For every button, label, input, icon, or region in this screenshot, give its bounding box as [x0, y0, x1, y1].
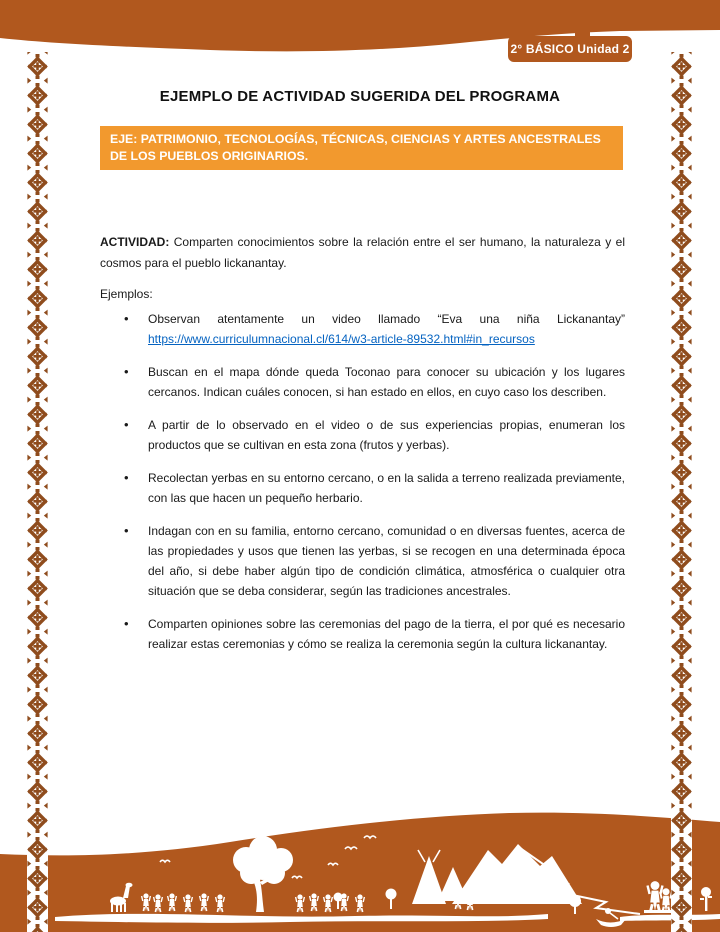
page-title: EJEMPLO DE ACTIVIDAD SUGERIDA DEL PROGRAMA: [159, 88, 561, 105]
example-item-text: Buscan en el mapa dónde queda Toconao para conocer su ubicación y los lugares cercanos. Indican cuáles conocen, si han estado en ellos, en cuyo caso los describen.: [148, 365, 625, 399]
example-item: [100, 614, 625, 654]
eje-banner: EJE: PATRIMONIO, TECNOLOGÍAS, TÉCNICAS, CIENCIAS Y ARTES ANCESTRALES DE LOS PUEBLOS ORIGINARIOS.: [100, 126, 623, 170]
activity-label: ACTIVIDAD:: [100, 235, 170, 249]
example-item-text: Indagan con en su familia, entorno cercano, comunidad o en diversas fuentes, acerca de las propiedades y usos que tienen las yerbas, si se recogen en una determinada época del año, si debe haber algún tipo de condición climática, atmosférica o cualquier otra situación que se deba considerar, según las tradiciones ancestrales.: [148, 524, 625, 598]
bottom-illustration: [0, 780, 720, 932]
example-item: [100, 309, 625, 349]
example-item-text: Comparten opiniones sobre las ceremonias del pago de la tierra, el por qué es necesario realizar estas ceremonias y cómo se realiza la ceremonia según la cultura lickanantay.: [148, 617, 625, 651]
unit-badge: [508, 36, 632, 62]
example-item: [100, 415, 625, 455]
example-item-text: Observan atentamente un video llamado “Eva una niña Lickanantay”: [148, 312, 625, 326]
unit-badge-label: 2° BÁSICO Unidad 2: [510, 42, 630, 56]
example-item: [100, 362, 625, 402]
example-item: [100, 521, 625, 601]
example-item-text: A partir de lo observado en el video o de sus experiencias propias, enumeran los productos que se cultivan en esta zona (frutos y yerbas).: [148, 418, 625, 452]
example-item: [100, 468, 625, 508]
right-border-pattern: [671, 52, 692, 932]
curriculum-link[interactable]: https://www.curriculumnacional.cl/614/w3-article-89532.html#in_recursos: [148, 332, 535, 346]
activity-text: Comparten conocimientos sobre la relación entre el ser humano, la naturaleza y el cosmos para el pueblo lickanantay.: [100, 235, 625, 270]
example-item-text: Recolectan yerbas en su entorno cercano, o en la salida a terreno realizada previamente, con las que hacen un pequeño herbario.: [148, 471, 625, 505]
activity-paragraph: [100, 232, 625, 274]
left-border-pattern: [27, 52, 48, 932]
examples-list: [100, 309, 625, 654]
content-area: [100, 232, 625, 667]
examples-label: Ejemplos:: [100, 287, 153, 301]
